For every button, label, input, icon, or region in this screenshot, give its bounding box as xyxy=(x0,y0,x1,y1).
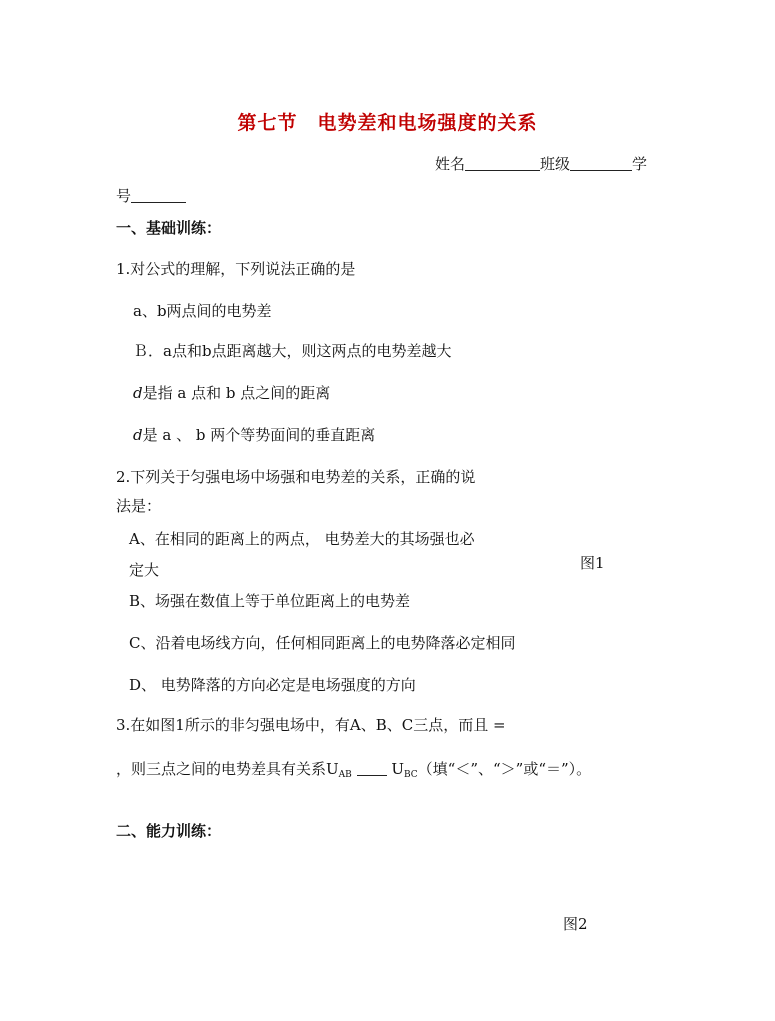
q1-option-c xyxy=(133,382,330,403)
q1-option-a: a、b两点间的电势差 xyxy=(133,302,272,320)
q3-answer-blank[interactable] xyxy=(357,761,387,776)
q1-option-d xyxy=(133,424,375,445)
option-d-var: d xyxy=(133,426,143,444)
q3-line1: 3.在如图1所示的非匀强电场中，有A、B、C三点，而且 = xyxy=(116,716,506,734)
page-title: 第七节 电势差和电场强度的关系 xyxy=(237,112,538,134)
name-blank[interactable] xyxy=(465,156,540,171)
id-label-b: 号 xyxy=(116,187,132,205)
q3-line2-pre: ，则三点之间的电势差具有关系U xyxy=(116,760,339,778)
q2-stem-line1: 2.下列关于匀强电场中场强和电势差的关系，正确的说 xyxy=(116,468,476,486)
u-bc-subscript: BC xyxy=(404,770,418,780)
option-c-var: d xyxy=(133,384,143,402)
section1-heading: 一、基础训练： xyxy=(116,219,222,237)
q1-stem: 1.对公式的理解，下列说法正确的是 xyxy=(116,260,356,278)
q2-stem-line2: 法是： xyxy=(116,497,162,515)
class-label: 班级 xyxy=(540,155,571,173)
id-blank[interactable] xyxy=(131,188,186,203)
q2-option-a-cont: 定大 xyxy=(129,561,160,579)
student-id-line xyxy=(116,185,186,206)
q2-option-b: B、场强在数值上等于单位距离上的电势差 xyxy=(129,592,411,610)
class-blank[interactable] xyxy=(570,156,632,171)
q2-option-c: C、沿着电场线方向，任何相同距离上的电势降落必定相同 xyxy=(129,634,516,652)
student-info-line xyxy=(435,153,647,174)
q2-option-d: D、 电势降落的方向必定是电场强度的方向 xyxy=(129,676,416,694)
u-ab-subscript: AB xyxy=(338,770,352,780)
option-c-text: 是指 a 点和 b 点之间的距离 xyxy=(142,384,331,402)
q1-option-b: Ｂ．a点和b点距离越大，则这两点的电势差越大 xyxy=(133,342,452,360)
section2-heading: 二、能力训练： xyxy=(116,822,222,840)
q3-line2 xyxy=(116,758,591,780)
id-label-a: 学 xyxy=(632,155,648,173)
figure2-label: 图2 xyxy=(563,915,588,933)
figure1-label: 图1 xyxy=(580,554,605,572)
q2-option-a: A、在相同的距离上的两点， 电势差大的其场强也必 xyxy=(129,530,475,548)
q3-line2-post: （填“＜”、“＞”或“＝”）。 xyxy=(417,760,592,778)
option-d-text: 是 a 、 b 两个等势面间的垂直距离 xyxy=(142,426,376,444)
u-bc-symbol: U xyxy=(391,760,404,778)
name-label: 姓名 xyxy=(435,155,466,173)
